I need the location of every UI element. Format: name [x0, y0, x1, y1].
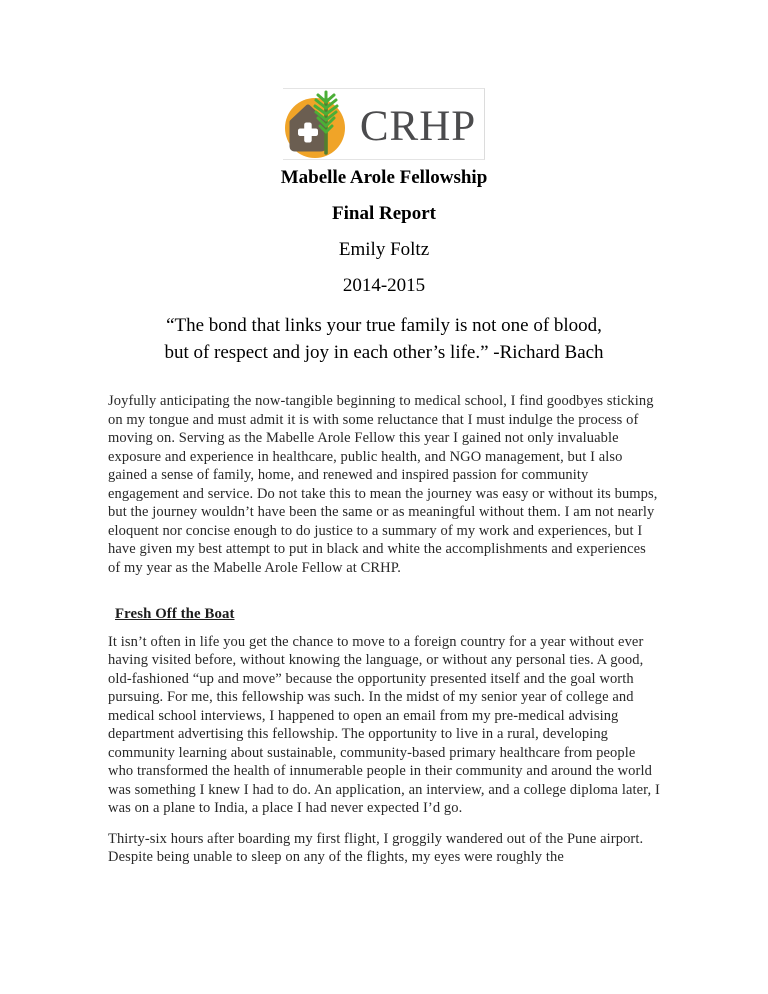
section-paragraph: Thirty-six hours after boarding my first flight, I groggily wandered out of the Pune airport. Despite being unable to sleep on any of the flights, my eyes were roughly the [108, 830, 644, 865]
author-name: Emily Foltz [338, 239, 430, 260]
intro-paragraph: Joyfully anticipating the now-tangible beginning to medical school, I find goodbyes sticking on my tongue and must admit it is with some reluctance that I must indulge the process of moving on. Serving as the Mabelle Arole Fellow this year I gained not only invaluable exposure and experience in healthcare, public health, and NGO management, but I also gained a sense of family, home, and renewed and inspired passion for community engagement and service. Do not take this to mean the journey was easy or without its bumps, but the journey wouldn’t have been the same or as meaningful without them. I am not nearly eloquent nor concise enough to do justice to a summary of my work and experiences, but I have given my best attempt to put in black and white the accomplishments and experiences of my year as the Mabelle Arole Fellow at CRHP. [108, 393, 658, 576]
crhp-logo [283, 88, 485, 160]
crhp-house-and-tree-icon [285, 89, 348, 159]
section-heading-fresh-off-the-boat: Fresh Off the Boat [115, 606, 235, 622]
fellowship-period: 2014-2015 [342, 275, 426, 296]
report-title: Mabelle Arole Fellowship [280, 167, 488, 188]
report-body [108, 392, 660, 867]
section-paragraph: It isn’t often in life you get the chance to move to a foreign country for a year without ever having visited before, without knowing the language, or without any personal ties. A good, old-fashioned “up and move” because the opportunity presented itself and the goal worth pursuing. For me, this fellowship was such. In the midst of my senior year of college and medical school interviews, I happened to open an email from my pre-medical advising department advertising this fellowship. The opportunity to live in a rural, developing community learning about sustainable, community-based primary healthcare from people who transformed the health of innumerable people in their community and around the world was something I knew I had to do. An application, an interview, and a college diploma later, I was on a plane to India, a place I had never expected I’d go. [108, 633, 660, 816]
logo-row [108, 88, 660, 160]
org-acronym: CRHP [359, 102, 477, 150]
report-subtitle: Final Report [332, 203, 436, 224]
epigraph-quote: “The bond that links your true family is not one of blood, but of respect and joy in each other’s life.” -Richard Bach [164, 315, 604, 363]
